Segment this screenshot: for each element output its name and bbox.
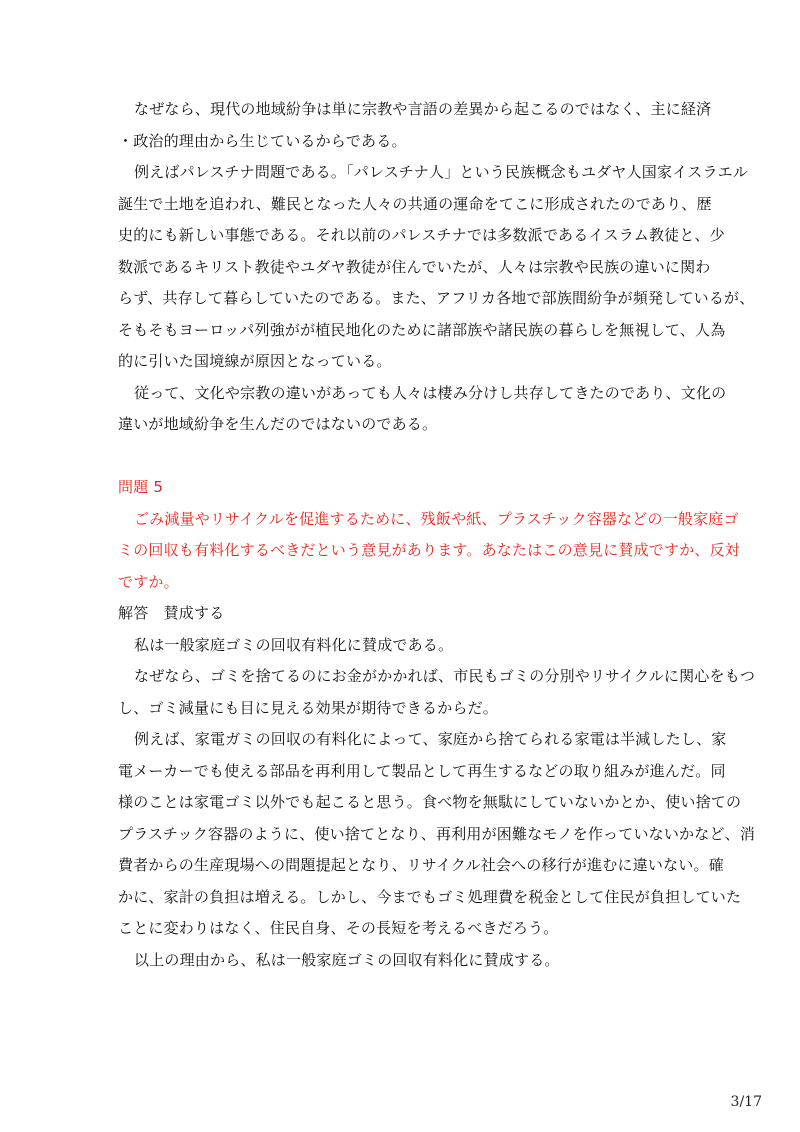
- text-line: ・政治的理由から生じているからである。: [118, 131, 407, 150]
- page-number: 3/17: [730, 1094, 762, 1110]
- paragraph: [118, 157, 755, 378]
- paragraph: [118, 724, 756, 945]
- question-block: [118, 472, 741, 598]
- text-line: なぜなら、現代の地域紛争は単に宗教や言語の差異から起こるのではなく、主に経済: [134, 100, 712, 118]
- text-line: 従って、文化や宗教の違いがあっても人々は棲み分けし共存してきたのであり、文化の: [134, 383, 727, 402]
- text-line: 違いが地域紛争を生んだのではないのである。: [118, 415, 438, 433]
- paragraph: [118, 661, 756, 724]
- paragraph: [118, 94, 712, 157]
- text-line: 数派であるキリスト教徒やユダヤ教徒が住んでいたが、人々は宗教や民族の違いに関わ: [118, 257, 711, 276]
- paragraph: [118, 630, 686, 662]
- text-line: そもそもヨーロッパ列強がが植民地化のために諸部族や諸民族の暮らしを無視して、人為: [118, 320, 726, 339]
- text-line: らず、共存して暮らしていたのである。また、アフリカ各地で部族間紛争が頻発しているが、: [118, 289, 755, 307]
- text-line: 私は一般家庭ゴミの回収有料化に賛成である。: [134, 635, 454, 654]
- text-line: かに、家計の負担は増える。しかし、今までもゴミ処理費を税金として住民が負担していた: [118, 887, 742, 906]
- answer-heading: 解答 賛成する: [118, 604, 225, 622]
- text-line: 例えば、家電ガミの回収の有料化によって、家庭から捨てられる家電は半減したし、家: [134, 730, 727, 748]
- text-line: 史的にも新しい事態である。それ以前のパレスチナでは多数派であるイスラム教徒と、少: [118, 226, 725, 244]
- question-line: ミの回収も有料化するべきだという意見があります。あなたはこの意見に賛成ですか、反対: [118, 541, 741, 559]
- paragraph: [118, 378, 727, 441]
- text-line: 電メーカーでも使える部品を再利用して製品として再生するなどの取り組みが進んだ。同: [118, 761, 726, 780]
- text-line: 費者からの生産現場への問題提起となり、リサイクル社会への移行が進むに違いない。確: [118, 856, 724, 874]
- text-line: なぜなら、ゴミを捨てるのにお金がかかれば、市民もゴミの分別やリサイクルに関心をもつ: [134, 667, 756, 685]
- blank-line: [118, 441, 686, 473]
- paragraph: [118, 945, 686, 977]
- question-line: ですか。: [118, 572, 179, 591]
- question-title: 問題 5: [118, 478, 164, 496]
- text-line: 例えばパレスチナ問題である。「パレスチナ人」という民族概念もユダヤ人国家イスラエル: [134, 163, 749, 181]
- question-line: ごみ減量やリサイクルを促進するために、残飯や紙、プラスチック容器などの一般家庭ゴ: [134, 509, 739, 528]
- page-content: [118, 94, 756, 976]
- text-line: プラスチック容器のように、使い捨てとなり、再利用が困難なモノを作っていないかなど、消: [118, 824, 756, 843]
- answer-block: [118, 598, 756, 976]
- text-line: 様のことは家電ゴミ以外でも起こると思う。食べ物を無駄にしていないかとか、使い捨ての: [118, 793, 742, 811]
- text-line: し、ゴミ減量にも目に見える効果が期待できるからだ。: [118, 698, 499, 717]
- text-line: 的に引いた国境線が原因となっている。: [118, 352, 392, 370]
- text-line: 誕生で土地を追われ、難民となった人々の共通の運命をてこに形成されたのであり、歴: [118, 194, 712, 213]
- text-line: 以上の理由から、私は一般家庭ゴミの回収有料化に賛成する。: [134, 950, 560, 969]
- text-line: ことに変わりはなく、住民自身、その長短を考えるべきだろう。: [118, 919, 559, 937]
